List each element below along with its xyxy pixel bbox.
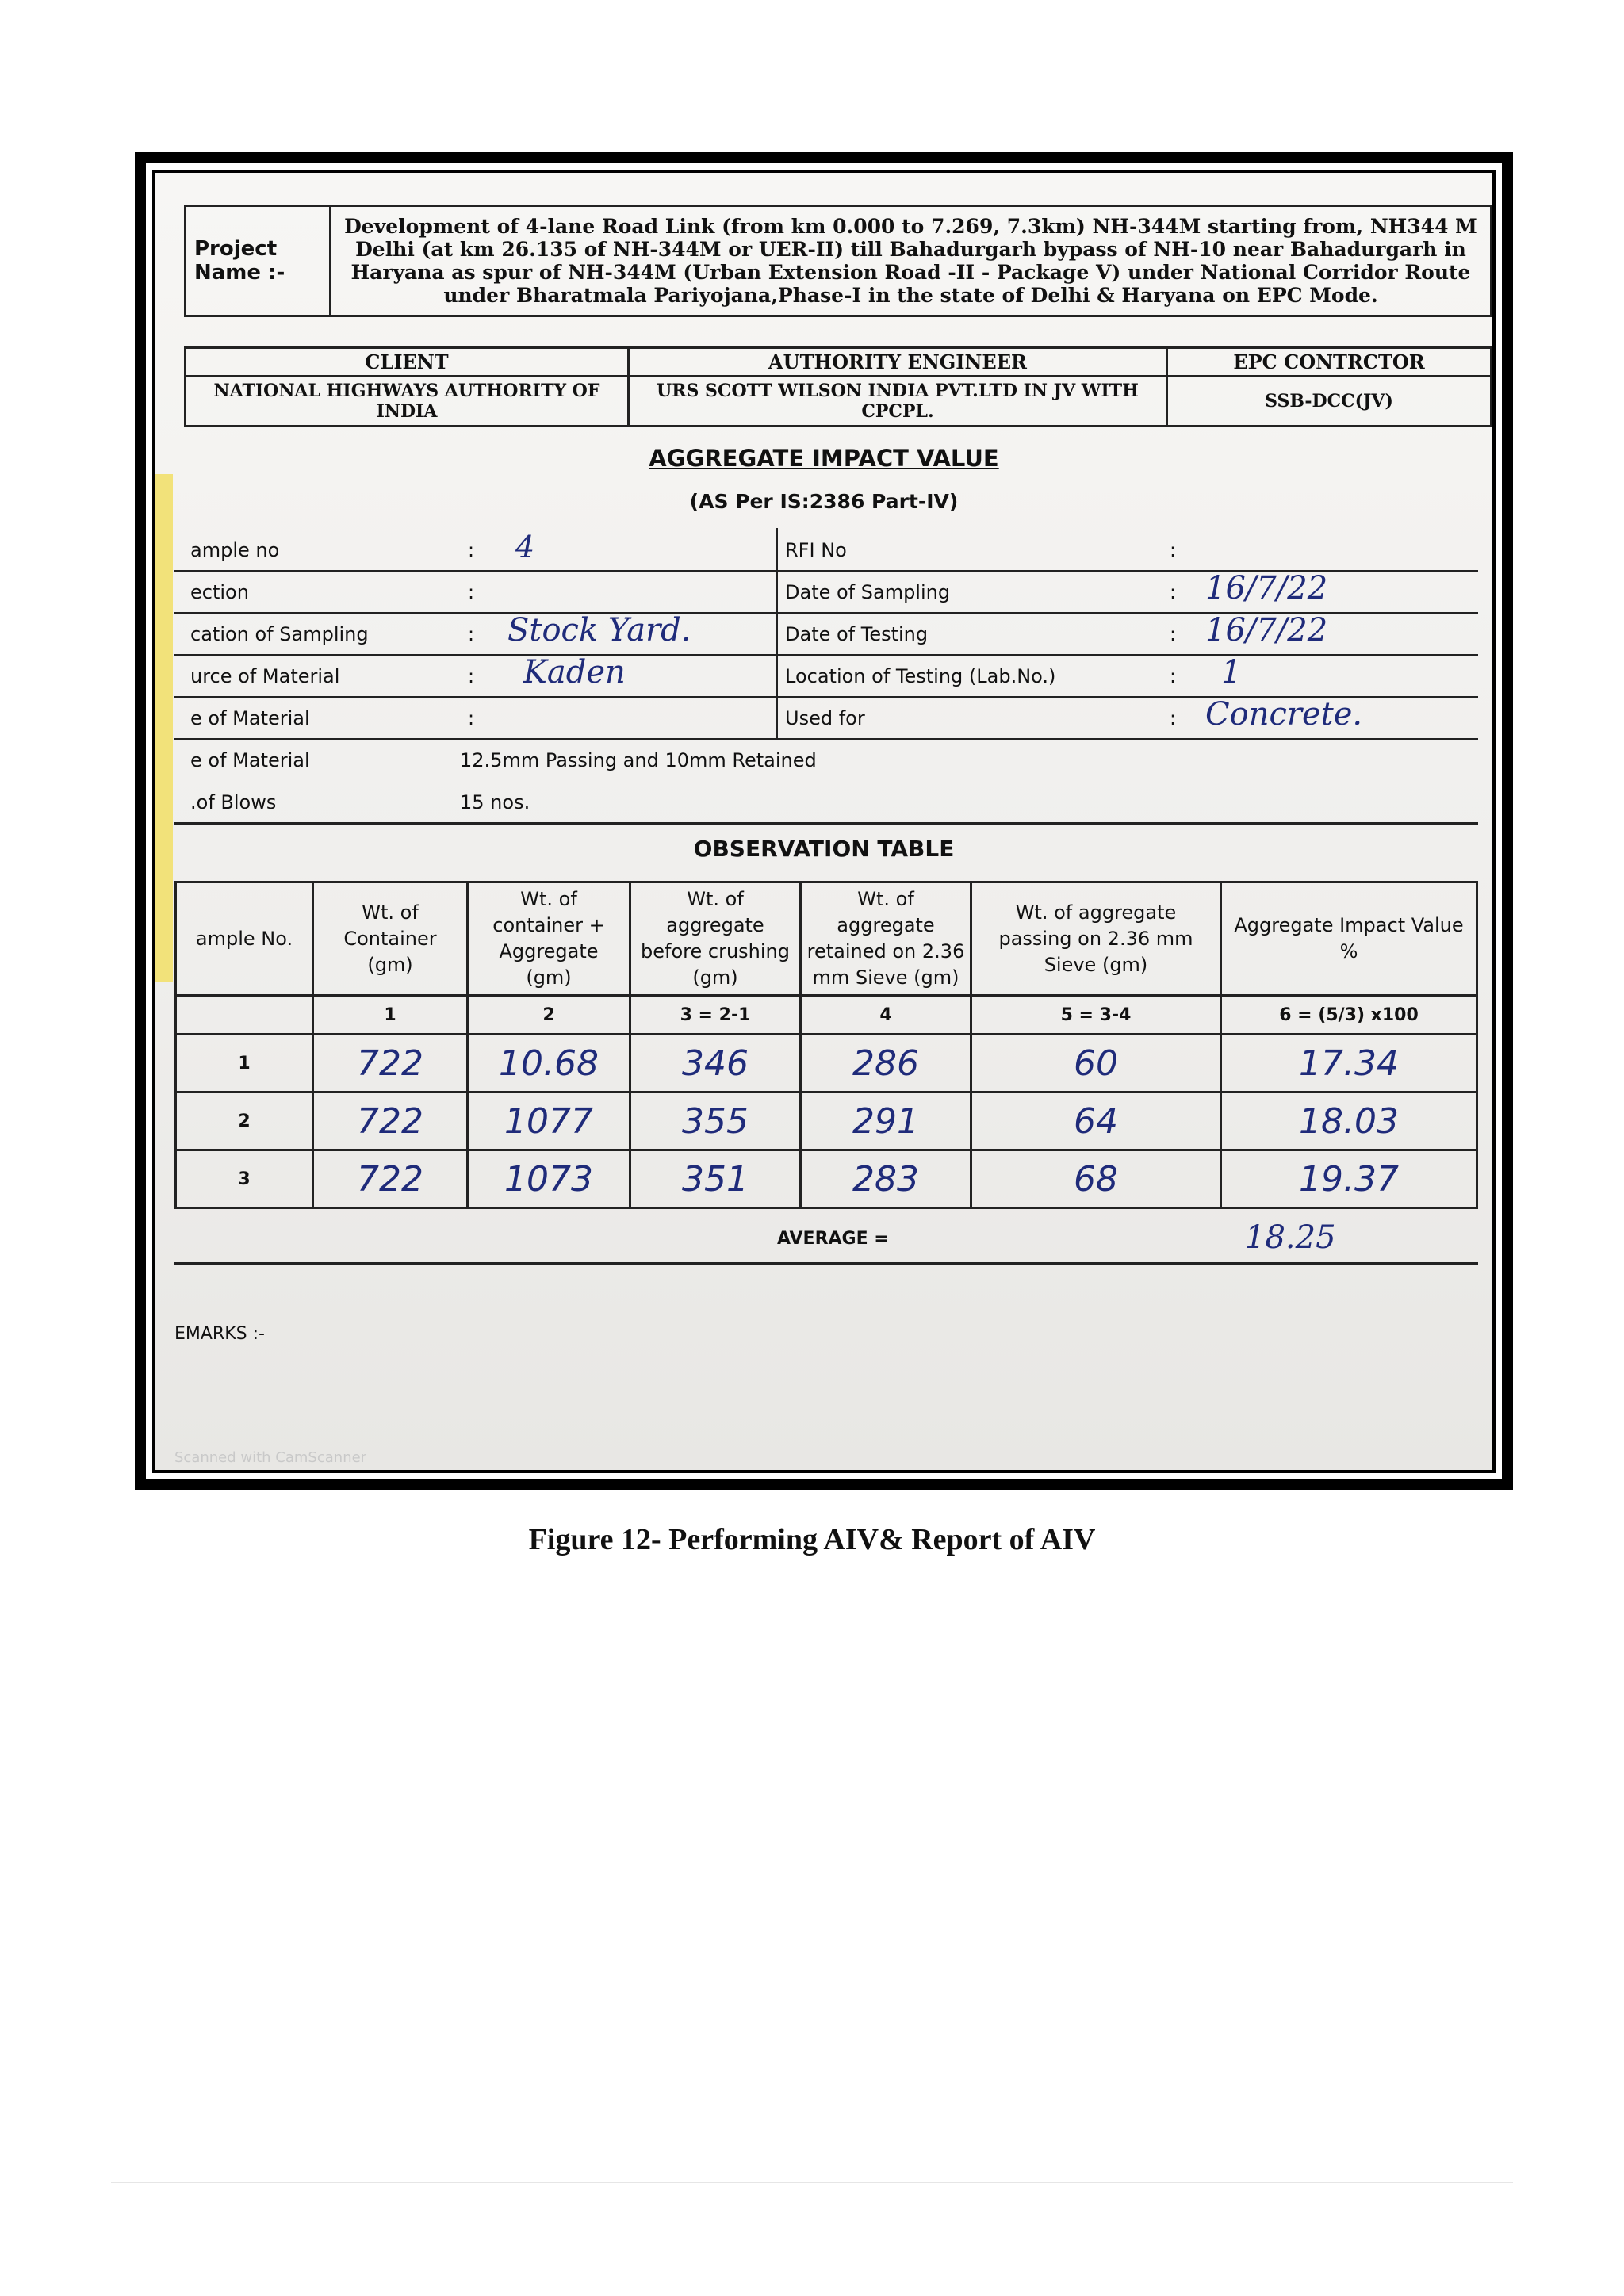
index-row: 1 2 3 = 2-1 4 5 = 3-4 6 = (5/3) x100 [176, 996, 1477, 1035]
page-divider [111, 2182, 1513, 2183]
info-right-label: Date of Testing [785, 623, 929, 645]
info-left-label: e of Material [190, 707, 310, 729]
info-row: urce of Material : Kaden Location of Testing (Lab.No.) : 1 [174, 654, 1478, 698]
table-header: Aggregate Impact Value % [1221, 882, 1477, 996]
table-header: Wt. of Container (gm) [313, 882, 468, 996]
sampling-date: 16/7/22 [1205, 570, 1328, 607]
report-sheet [155, 173, 1492, 1470]
info-row [174, 738, 1478, 780]
lab-number: 1 [1221, 654, 1242, 691]
observation-title: OBSERVATION TABLE [693, 836, 955, 862]
info-left-label: ample no [190, 539, 280, 561]
blows-label: .of Blows [190, 791, 277, 813]
info-left-value: 4 [515, 530, 535, 564]
info-right-label: Date of Sampling [785, 581, 951, 603]
engineer-name: URS SCOTT WILSON INDIA PVT.LTD IN JV WITH CPCPL. [629, 377, 1167, 427]
contractor-name: SSB-DCC(JV) [1167, 377, 1492, 427]
info-row: ample no : 4 RFI No : [174, 528, 1478, 572]
info-right-label: Location of Testing (Lab.No.) [785, 665, 1056, 687]
table-row: 1 722 10.68 346 286 60 17.34 [176, 1035, 1477, 1093]
table-header: ample No. [176, 882, 313, 996]
engineer-label: AUTHORITY ENGINEER [629, 348, 1167, 377]
client-label: CLIENT [186, 348, 629, 377]
report-standard: (AS Per IS:2386 Part-IV) [689, 490, 959, 513]
info-row [174, 780, 1478, 825]
report-title: AGGREGATE IMPACT VALUE [649, 445, 999, 472]
table-header: Wt. of aggregate before crushing (gm) [630, 882, 801, 996]
average-label: AVERAGE = [777, 1229, 889, 1249]
scanner-watermark: Scanned with CamScanner [174, 1449, 367, 1466]
info-row: ection : Date of Sampling : 16/7/22 [174, 570, 1478, 614]
material-source: Kaden [523, 654, 626, 691]
contractor-label: EPC CONTRCTOR [1167, 348, 1492, 377]
used-for-value: Concrete. [1205, 696, 1363, 733]
sampling-location: Stock Yard. [508, 612, 691, 649]
table-header: Wt. of container + Aggregate (gm) [468, 882, 630, 996]
table-header: Wt. of aggregate passing on 2.36 mm Sieve (gm) [971, 882, 1221, 996]
info-left-label: urce of Material [190, 665, 340, 687]
info-left-label: ection [190, 581, 249, 603]
blows-value: 15 nos. [460, 791, 530, 813]
project-description: Development of 4-lane Road Link (from km 0.000 to 7.269, 7.3km) NH-344M starting from, NH344 M Delhi (at km 26.135 of NH-344M or UER-II) till Bahadurgarh bypass of NH-10 near Bahadurgarh in Haryana as spur of NH-344M (Urban Extension Road -II - Package V) under National Corridor Route under Bharatmala Pariyojana,Phase-I in the state of Delhi & Haryana on EPC Mode. [331, 206, 1492, 316]
material-value: 12.5mm Passing and 10mm Retained [460, 749, 817, 771]
testing-date: 16/7/22 [1205, 612, 1328, 649]
figure-caption: Figure 12- Performing AIV& Report of AIV [528, 1523, 1096, 1556]
info-left-label: cation of Sampling [190, 623, 369, 645]
info-row: cation of Sampling : Stock Yard. Date of Testing : 16/7/22 [174, 612, 1478, 656]
report-image-frame [135, 152, 1513, 1490]
client-name: NATIONAL HIGHWAYS AUTHORITY OF INDIA [186, 377, 629, 427]
observation-table [174, 881, 1478, 1209]
project-label: Project Name :- [186, 206, 331, 316]
table-row: 2 722 1077 355 291 64 18.03 [176, 1093, 1477, 1150]
material-label: e of Material [190, 749, 310, 771]
info-right-label: Used for [785, 707, 865, 729]
table-row: 3 722 1073 351 283 68 19.37 [176, 1150, 1477, 1208]
project-header-table [184, 205, 1492, 317]
remarks-label: EMARKS :- [174, 1324, 265, 1344]
info-row: e of Material : Used for : Concrete. [174, 696, 1478, 740]
average-row [174, 1218, 1478, 1265]
yellow-tab [155, 474, 173, 982]
parties-table [184, 346, 1492, 427]
table-header: Wt. of aggregate retained on 2.36 mm Sieve (gm) [801, 882, 971, 996]
info-right-label: RFI No [785, 539, 847, 561]
average-value: 18.25 [1245, 1219, 1336, 1256]
